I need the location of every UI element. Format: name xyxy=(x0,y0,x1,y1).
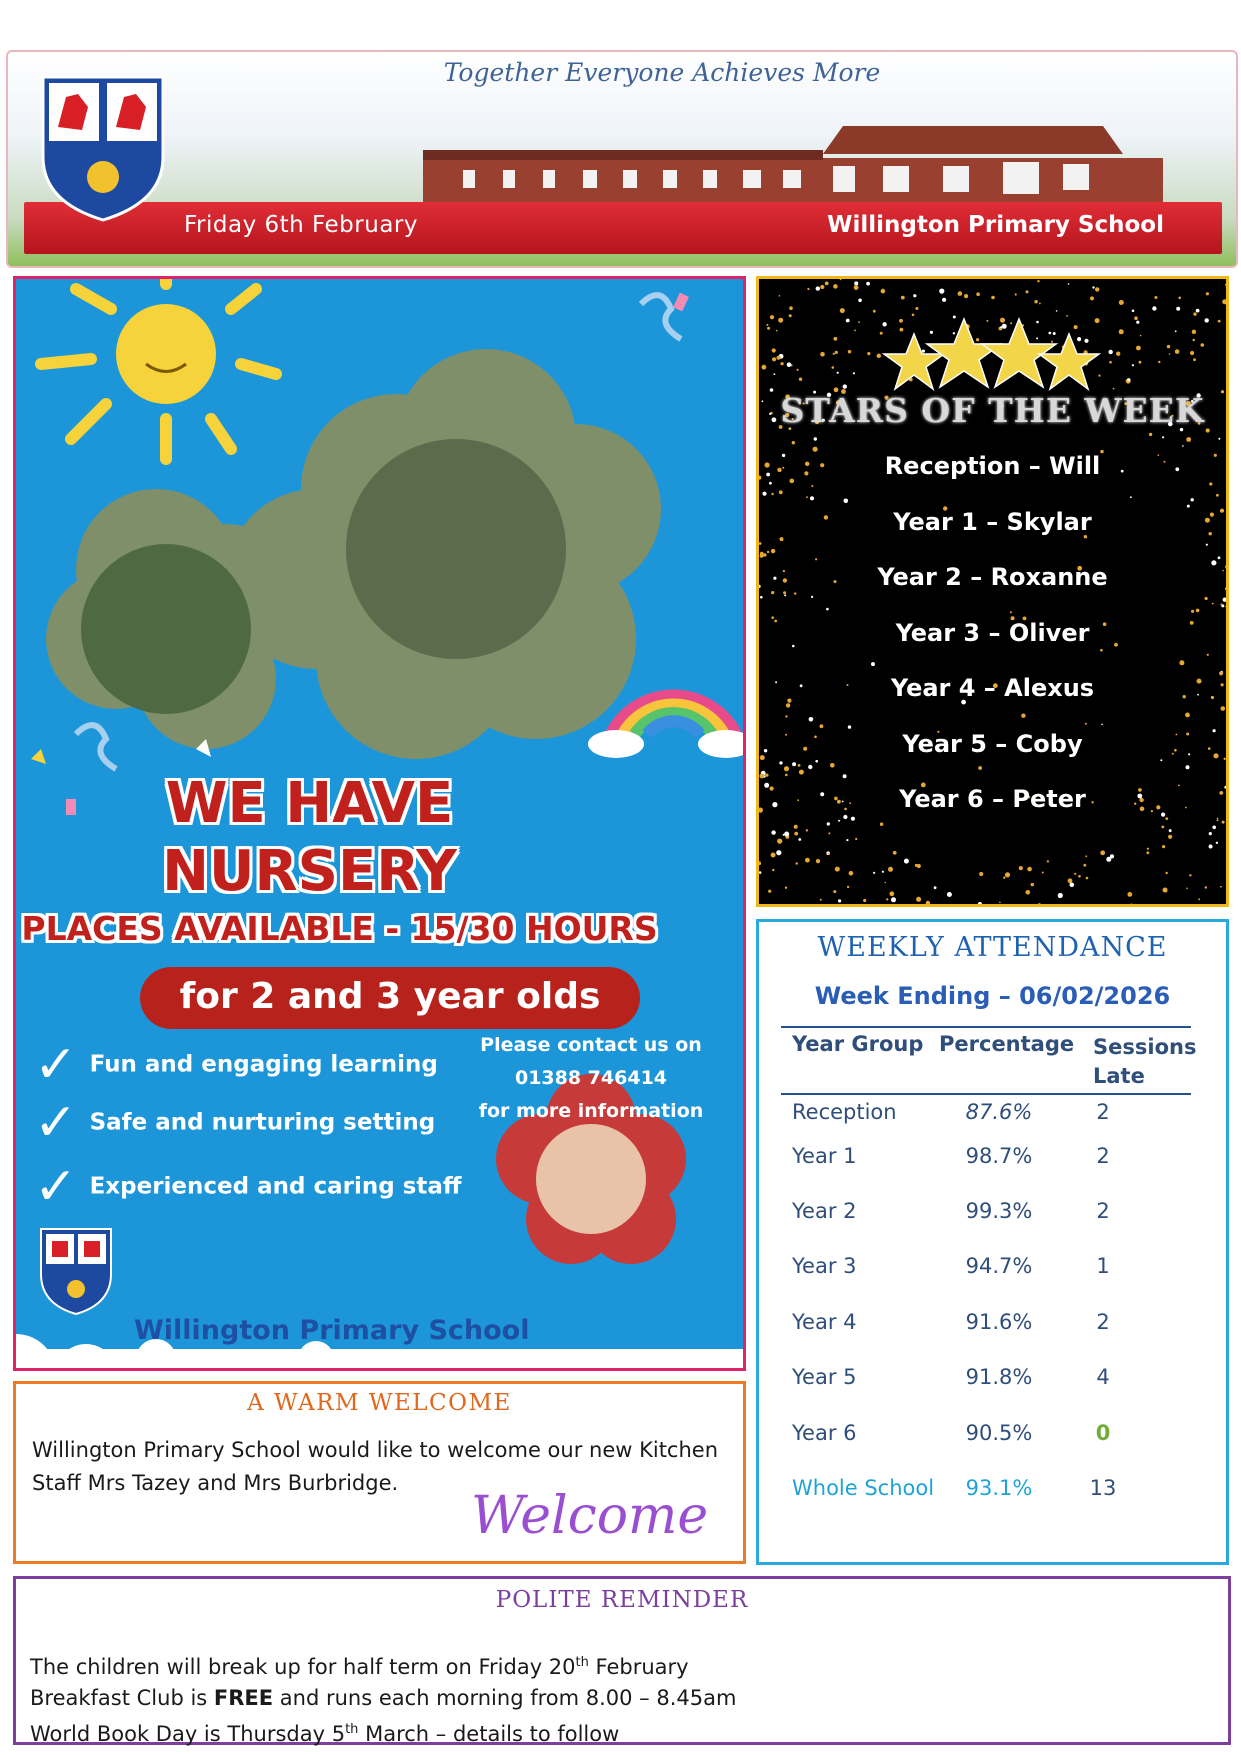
check-icon: ✓ xyxy=(34,1035,78,1095)
star-year-5: Year 5 – Coby xyxy=(902,729,1083,758)
bullet-text: Safe and nurturing setting xyxy=(89,1109,436,1136)
attendance-sessions-late: 0 xyxy=(1095,1421,1111,1445)
contact-info xyxy=(471,1029,711,1128)
small-crest-icon xyxy=(41,1229,111,1314)
bullet-text: Experienced and caring staff xyxy=(89,1173,462,1200)
star-year-4: Year 4 – Alexus xyxy=(890,674,1095,702)
date-ribbon xyxy=(24,202,1222,254)
header-sessions-late xyxy=(1093,1033,1197,1091)
attendance-percentage: 98.7% xyxy=(965,1144,1033,1168)
attendance-sessions-late: 1 xyxy=(1096,1254,1110,1278)
nursery-advert xyxy=(13,276,746,1371)
children-photo-collage xyxy=(46,349,661,759)
attendance-year-group: Whole School xyxy=(792,1476,935,1500)
attendance-percentage: 99.3% xyxy=(965,1199,1033,1223)
attendance-year-group: Reception xyxy=(792,1100,897,1124)
reminder-lines xyxy=(30,1647,736,1750)
attendance-year-group: Year 6 xyxy=(792,1421,857,1445)
attendance-sessions-late: 2 xyxy=(1096,1310,1110,1334)
check-icon: ✓ xyxy=(34,1157,78,1217)
reminder-title: POLITE REMINDER xyxy=(495,1587,749,1613)
reminder-half-term: The children will break up for half term on Friday 20th February xyxy=(30,1655,689,1679)
attendance-title: WEEKLY ATTENDANCE xyxy=(817,932,1168,963)
contact-line: Please contact us on xyxy=(480,1034,702,1056)
poster-school-name: Willington Primary School xyxy=(134,1315,530,1346)
reminder-world-book-day: World Book Day is Thursday 5th March – details to follow xyxy=(30,1722,620,1746)
newsletter-date: Friday 6th February xyxy=(184,212,418,238)
attendance-percentage: 94.7% xyxy=(965,1254,1033,1278)
contact-phone: 01388 746414 xyxy=(514,1067,668,1089)
table-header-rule xyxy=(781,1093,1191,1095)
headline-places-available: PLACES AVAILABLE - 15/30 HOURS xyxy=(21,909,658,948)
welcome-title: A WARM WELCOME xyxy=(247,1390,512,1416)
attendance-sessions-late: 4 xyxy=(1096,1365,1110,1389)
school-crest-icon xyxy=(38,72,168,222)
attendance-sessions-late: 2 xyxy=(1096,1199,1110,1223)
stars-title: STARS OF THE WEEK xyxy=(780,391,1205,430)
attendance-year-group: Year 3 xyxy=(792,1254,857,1278)
attendance-percentage: 91.8% xyxy=(965,1365,1033,1389)
star-year-3: Year 3 – Oliver xyxy=(895,618,1090,647)
headline-nursery: NURSERY xyxy=(162,839,457,904)
bullet-fun-learning xyxy=(34,1035,438,1095)
star-year-2: Year 2 – Roxanne xyxy=(877,563,1108,591)
attendance-percentage: 90.5% xyxy=(965,1421,1033,1445)
header-percentage: Percentage xyxy=(939,1032,1075,1056)
reminder-breakfast-club: Breakfast Club is FREE and runs each morning from 8.00 – 8.45am xyxy=(30,1686,737,1710)
welcome-script-graphic: Welcome xyxy=(471,1486,709,1546)
attendance-year-group: Year 5 xyxy=(792,1365,857,1389)
contact-line: for more information xyxy=(478,1100,704,1122)
school-motto: Together Everyone Achieves More xyxy=(443,58,881,87)
attendance-percentage: 91.6% xyxy=(965,1310,1033,1334)
header-late: Late xyxy=(1093,1064,1145,1088)
header-sessions: Sessions xyxy=(1093,1035,1197,1059)
attendance-year-group: Year 4 xyxy=(792,1310,857,1334)
stars-list xyxy=(759,439,1226,828)
header-year-group: Year Group xyxy=(792,1032,924,1056)
warm-welcome xyxy=(13,1381,746,1564)
bullet-text: Fun and engaging learning xyxy=(89,1051,438,1078)
bullet-safe-setting xyxy=(34,1093,435,1153)
attendance-percentage: 93.1% xyxy=(965,1476,1033,1500)
attendance-sessions-late: 2 xyxy=(1096,1144,1110,1168)
attendance-week-ending: Week Ending – 06/02/2026 xyxy=(814,982,1171,1010)
age-range-pill: for 2 and 3 year olds xyxy=(140,967,640,1029)
stars-of-the-week xyxy=(756,276,1229,907)
rainbow-icon xyxy=(588,696,746,758)
polite-reminder xyxy=(13,1576,1231,1745)
check-icon: ✓ xyxy=(34,1093,78,1153)
gold-stars-icon xyxy=(884,319,1099,389)
attendance-year-group: Year 2 xyxy=(792,1199,857,1223)
table-top-rule xyxy=(781,1026,1191,1028)
attendance-percentage: 87.6% xyxy=(965,1100,1033,1124)
sun-icon xyxy=(41,279,276,459)
star-year-6: Year 6 – Peter xyxy=(899,785,1086,813)
star-reception: Reception – Will xyxy=(884,452,1101,480)
attendance-sessions-late: 2 xyxy=(1096,1100,1110,1124)
attendance-year-group: Year 1 xyxy=(792,1144,857,1168)
welcome-body: Willington Primary School would like to welcome our new Kitchen Staff Mrs Tazey and Mrs Burbridge. xyxy=(32,1438,719,1495)
attendance-sessions-late: 13 xyxy=(1089,1476,1117,1500)
school-building-illustration xyxy=(423,124,1183,204)
weekly-attendance xyxy=(756,919,1229,1565)
headline-we-have: WE HAVE xyxy=(165,771,454,836)
header-banner xyxy=(6,50,1238,268)
star-year-1: Year 1 – Skylar xyxy=(893,507,1092,536)
bullet-caring-staff xyxy=(34,1157,462,1217)
school-name: Willington Primary School xyxy=(827,212,1164,238)
